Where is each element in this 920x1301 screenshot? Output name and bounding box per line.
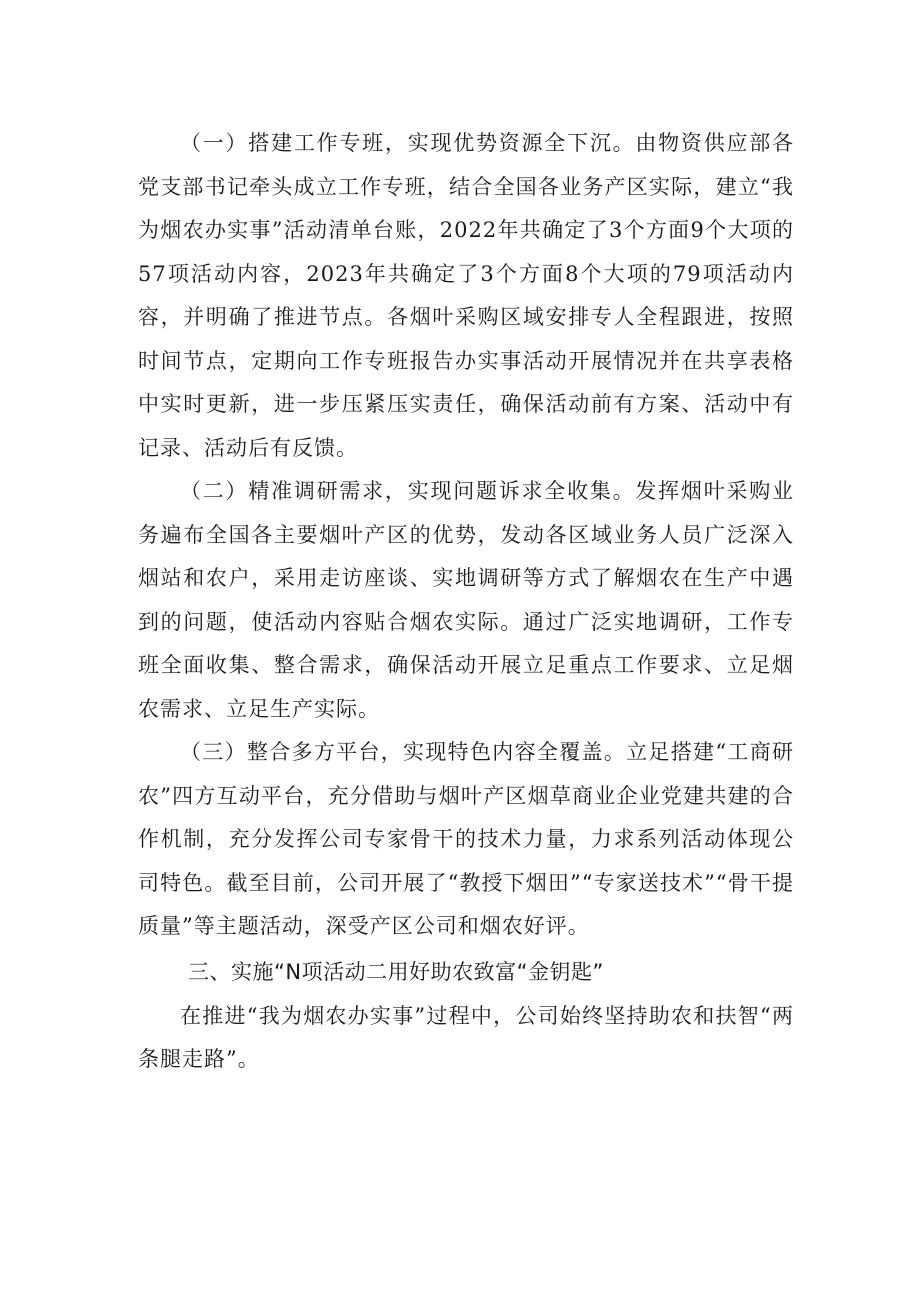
paragraph-work-team: （一）搭建工作专班，实现优势资源全下沉。由物资供应部各党支部书记牵头成立工作专班，结合全国各业务产区实际，建立“我为烟农办实事”活动清单台账，2022年共确定了3个方面9个大项的57项活动内容，2023年共确定了3个方面8个大项的79项活动内容，并明确了推进节点。各烟叶采购区域安排专人全程跟进，按照时间节点，定期向工作专班报告办实事活动开展情况并在共享表格中实时更新，进一步压紧压实责任，确保活动前有方案、活动中有记录、活动后有反馈。 bbox=[138, 131, 794, 460]
paragraph-platform-integration: （三）整合多方平台，实现特色内容全覆盖。立足搭建“工商研农”四方互动平台，充分借助与烟叶产区烟草商业企业党建共建的合作机制，充分发挥公司专家骨干的技术力量，力求系列活动体现公司特色。截至目前，公司开展了“教授下烟田”“专家送技术”“骨干提质量”等主题活动，深受产区公司和烟农好评。 bbox=[138, 740, 794, 938]
section-heading: 三、实施“N项活动二用好助农致富“金钥匙” bbox=[188, 959, 604, 984]
paragraph-closing: 在推进“我为烟农办实事”过程中，公司始终坚持助农和扶智“两条腿走路”。 bbox=[138, 1003, 794, 1071]
document-body bbox=[138, 122, 794, 1082]
paragraph-research-needs: （二）精准调研需求，实现问题诉求全收集。发挥烟叶采购业务遍布全国各主要烟叶产区的优势，发动各区域业务人员广泛深入烟站和农户，采用走访座谈、实地调研等方式了解烟农在生产中遇到的问题，使活动内容贴合烟农实际。通过广泛实地调研，工作专班全面收集、整合需求，确保活动开展立足重点工作要求、立足烟农需求、立足生产实际。 bbox=[138, 479, 794, 721]
